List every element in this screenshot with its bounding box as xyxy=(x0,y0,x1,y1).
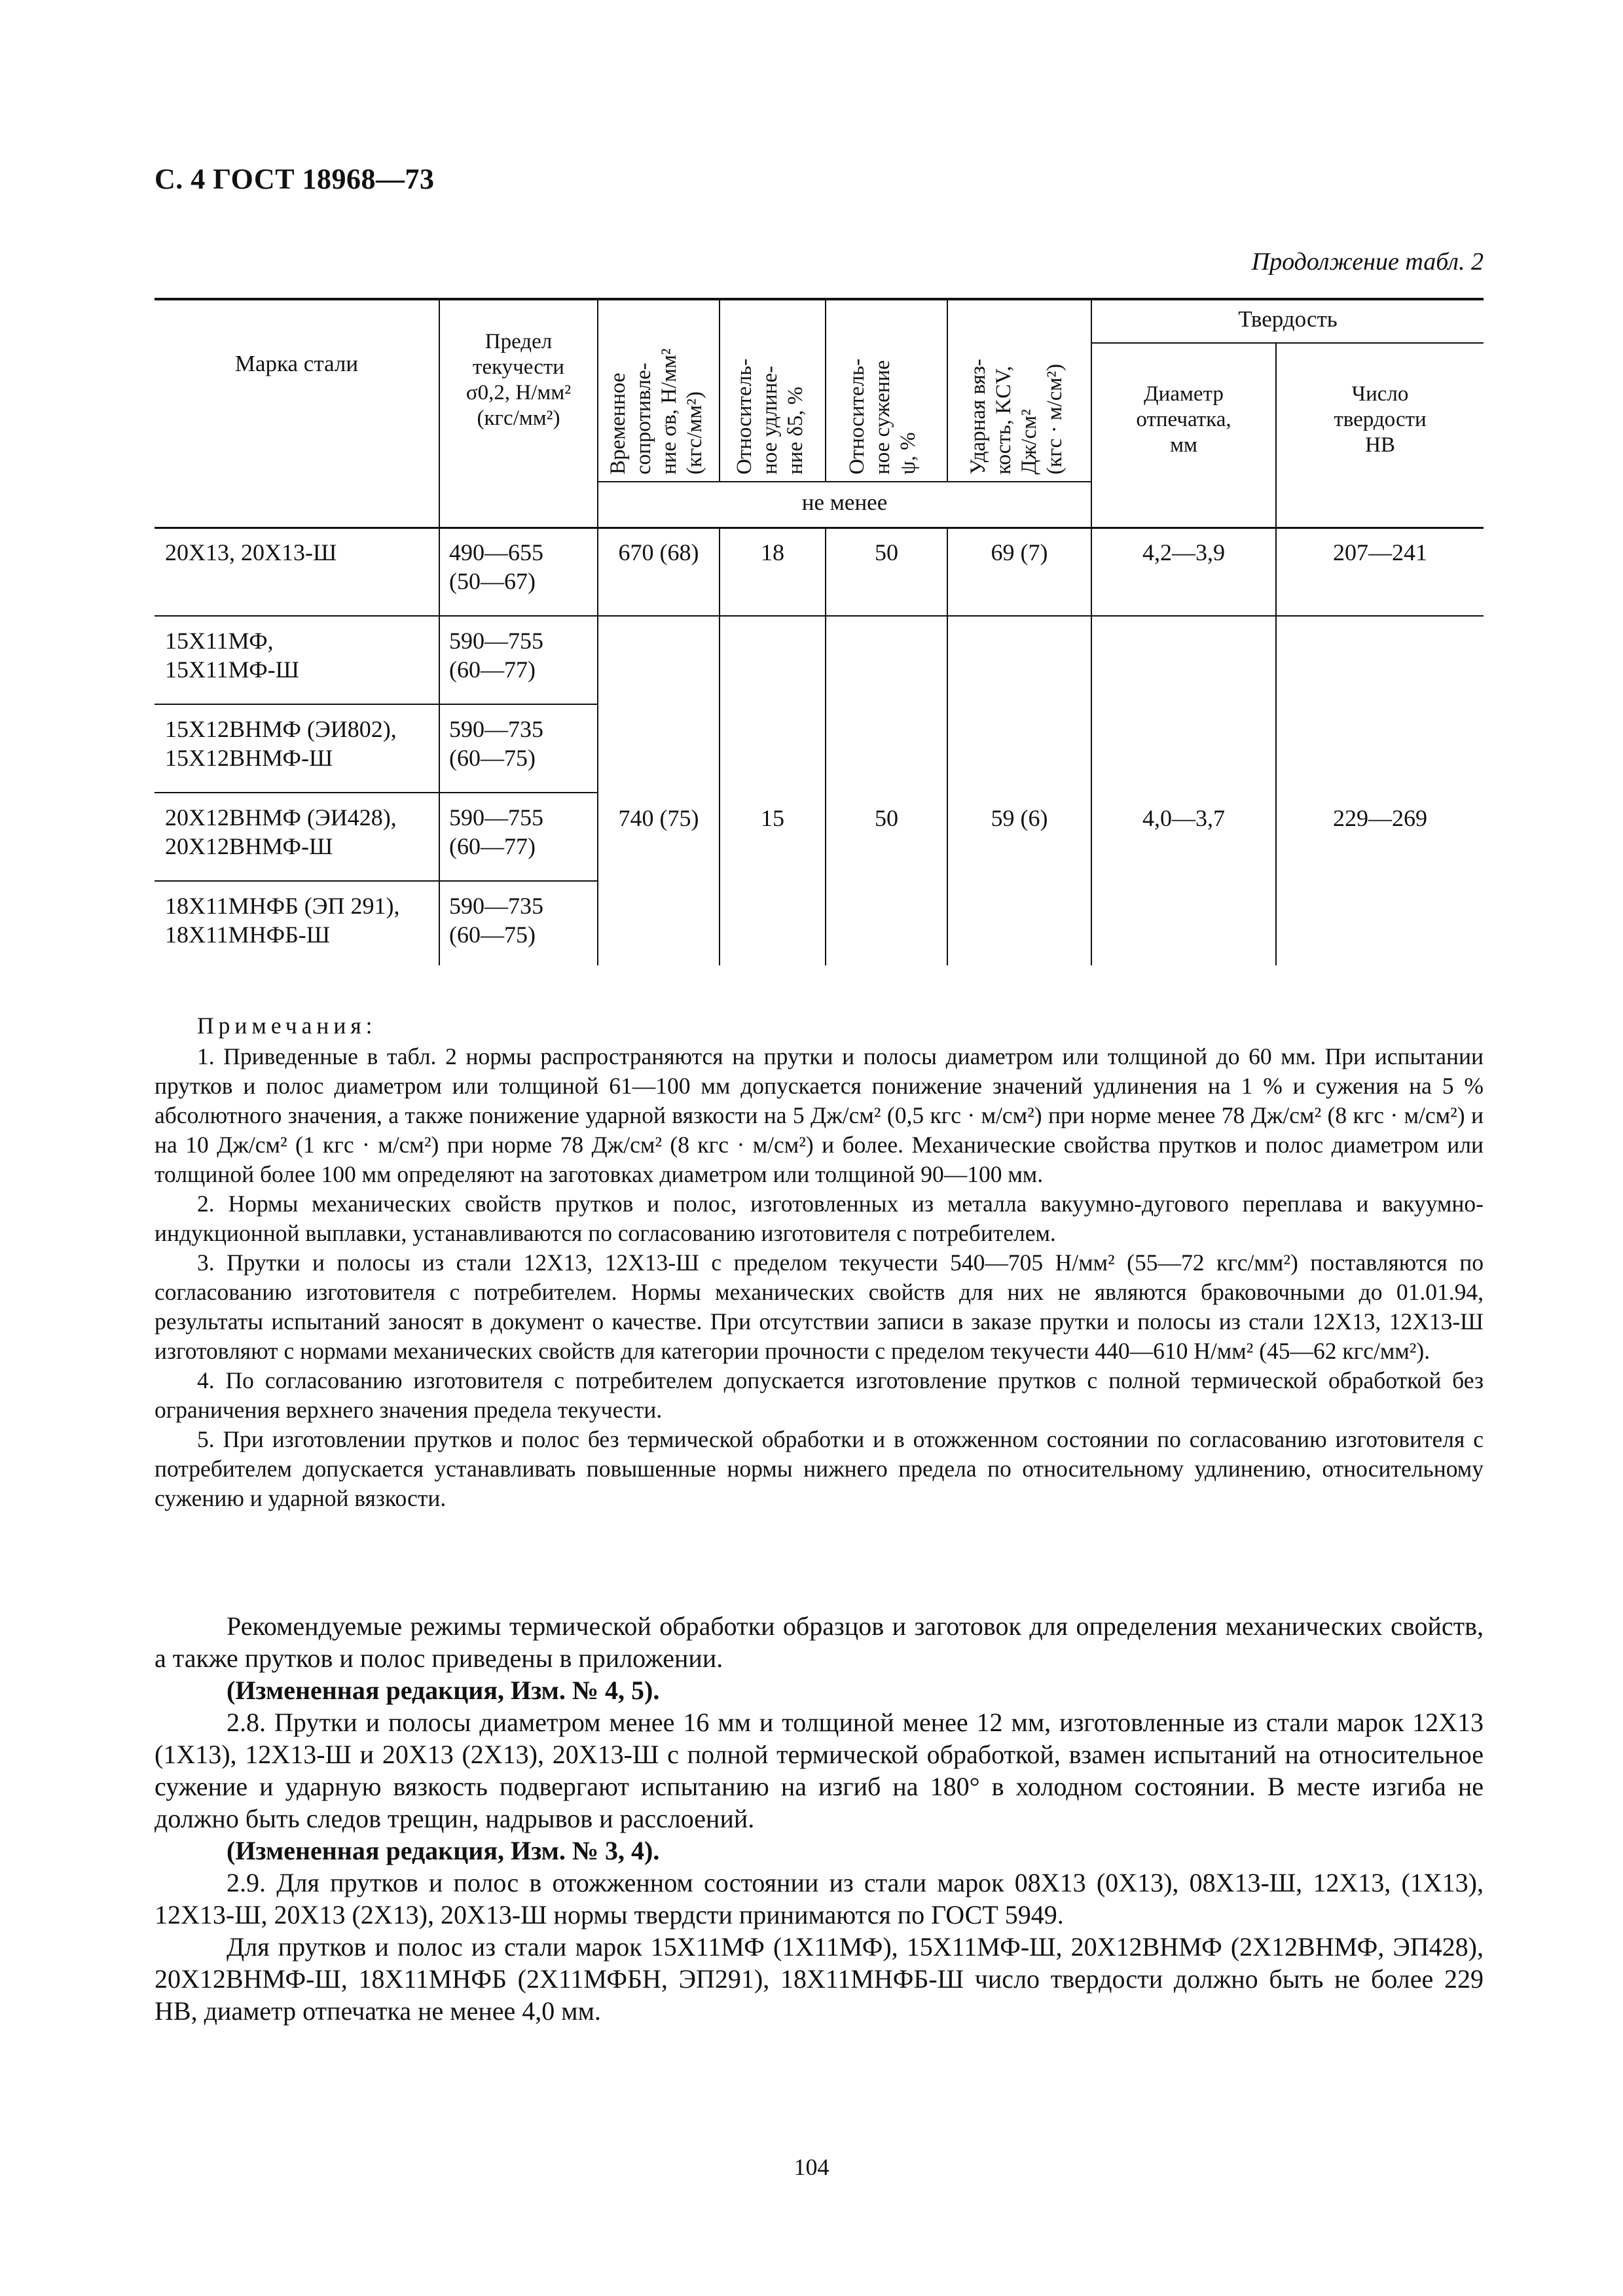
paragraph: 2.9. Для прутков и полос в отожженном состоянии из стали марок 08Х13 (0Х13), 08Х13-Ш, 12Х13, (1Х13), 12Х13-Ш, 20Х13 (2Х13), 20Х13-Ш нормы твердсти принимаются по ГОСТ 5949. xyxy=(155,1868,1484,1929)
row1-reduction: 50 xyxy=(875,539,898,565)
header-bottom-rule xyxy=(155,527,1484,529)
header-impact-line: Ударная вяз- xyxy=(966,359,990,475)
header-yield-line: Предел xyxy=(484,330,553,353)
group-row-rule-2 xyxy=(155,792,597,793)
header-reduction-line: Относитель- xyxy=(845,358,869,475)
grade-line: 15Х11МФ-Ш xyxy=(165,656,299,683)
row1-yield-line: 490—655 xyxy=(449,539,543,565)
group-elongation: 15 xyxy=(761,805,784,831)
yield-line: 590—735 xyxy=(449,716,543,742)
header-hb-line: твердости xyxy=(1334,408,1427,431)
col-rule-elong-body xyxy=(825,528,826,965)
header-elongation xyxy=(732,359,809,475)
group-diameter: 4,0—3,7 xyxy=(1142,805,1225,831)
page-header: С. 4 ГОСТ 18968—73 xyxy=(155,163,435,195)
edition-note: (Измененная редакция, Изм. № 3, 4). xyxy=(227,1836,660,1865)
notes-block xyxy=(155,1011,1484,1513)
grade-line: 15Х12ВНМФ-Ш xyxy=(165,745,333,771)
grade-line: 15Х11МФ, xyxy=(165,628,274,654)
row1-grade: 20Х13, 20Х13-Ш xyxy=(165,539,337,565)
header-elongation-line: ние δ5, % xyxy=(784,386,807,475)
row1-impact: 69 (7) xyxy=(991,539,1048,565)
header-hardness: Твердость xyxy=(1238,306,1338,332)
hardness-header-rule xyxy=(1091,342,1484,344)
header-impact-line: (кгс · м/см²) xyxy=(1043,363,1067,475)
paragraph: Для прутков и полос из стали марок 15Х11МФ (1Х11МФ), 15Х11МФ-Ш, 20Х12ВНМФ (2Х12ВНМФ, ЭП428), 20Х12ВНМФ-Ш, 18Х11МНФБ (2Х11МФБН, ЭП291), 18Х11МНФБ-Ш число твердости должно быть не более 229 НВ, диаметр отпечатка не менее 4,0 мм. xyxy=(155,1932,1484,2026)
header-tensile xyxy=(606,348,708,475)
header-diameter-line: мм xyxy=(1170,433,1197,457)
col-rule-yield xyxy=(597,298,598,965)
header-yield-line: (кгс/мм²) xyxy=(477,406,560,430)
edition-note: (Измененная редакция, Изм. № 4, 5). xyxy=(227,1676,660,1705)
yield-line: 590—755 xyxy=(449,804,543,831)
header-elongation-line: ное удлине- xyxy=(758,365,782,475)
col-rule-reduction-body xyxy=(947,528,948,965)
group-row-grade xyxy=(165,626,299,684)
header-tensile-line: (кгс/мм²) xyxy=(683,391,706,475)
note-item: 5. При изготовлении прутков и полос без термической обработки и в отожженном состоянии по согласованию изготовителя с потребителем допускается устанавливать повышенные нормы нижнего предела по относительному удлинению, относительному сужению и ударной вязкости. xyxy=(155,1426,1484,1511)
body-text xyxy=(155,1610,1484,2027)
note-item: 4. По согласованию изготовителя с потребителем допускается изготовление прутков с полной термической обработкой без ограничения верхнего значения предела текучести. xyxy=(155,1367,1484,1423)
group-impact: 59 (6) xyxy=(991,805,1048,831)
row1-yield xyxy=(449,538,543,596)
header-yield-line: σ0,2, Н/мм² xyxy=(465,381,572,404)
header-impact-line: кость, KCV, xyxy=(992,366,1015,475)
row1-hb: 207—241 xyxy=(1333,539,1427,565)
yield-line: (60—75) xyxy=(449,922,536,948)
paragraph: Рекомендуемые режимы термической обработки образцов и заготовок для определения механических свойств, а также прутков и полос приведены в приложении. xyxy=(155,1611,1484,1673)
group-row-yield xyxy=(449,715,543,772)
header-hb-line: НВ xyxy=(1365,433,1395,457)
header-reduction-line: ное сужение xyxy=(871,360,894,475)
mechanical-properties-table xyxy=(0,0,1623,982)
group-row-yield xyxy=(449,803,543,861)
header-elongation-line: Относитель- xyxy=(733,358,756,475)
header-tensile-line: Временное xyxy=(606,372,630,475)
grade-line: 20Х12ВНМФ (ЭИ428), xyxy=(165,804,397,831)
header-impact-line: Дж/см² xyxy=(1017,409,1041,475)
header-hb xyxy=(1277,382,1484,458)
row1-yield-line: (50—67) xyxy=(449,568,536,594)
header-reduction-line: ψ, % xyxy=(896,432,920,475)
col-rule-tensile xyxy=(719,298,720,482)
table-continuation-label: Продолжение табл. 2 xyxy=(1251,248,1484,276)
yield-line: (60—75) xyxy=(449,745,536,771)
header-tensile-line: сопротивле- xyxy=(632,363,655,475)
header-impact xyxy=(966,359,1068,475)
yield-line: 590—735 xyxy=(449,893,543,919)
header-diameter xyxy=(1092,382,1275,458)
note-item: 1. Приведенные в табл. 2 нормы распространяются на прутки и полосы диаметром или толщиной до 60 мм. При испытании прутков и полос диаметром или толщиной 61—100 мм допускается понижение значений удлинения на 1 % и сужения на 5 % абсолютного значения, а также понижение ударной вязкости на 5 Дж/см² (0,5 кгс · м/см²) при норме менее 78 Дж/см² (8 кгс · м/см²) и на 10 Дж/см² (1 кгс · м/см²) при норме 78 Дж/см² (8 кгс · м/см²) и более. Механические свойства прутков и полос диаметром или толщиной более 100 мм определяют на заготовках диаметром или толщиной 90—100 мм. xyxy=(155,1043,1484,1187)
header-tensile-line: ние σв, Н/мм² xyxy=(657,348,681,475)
grade-line: 18Х11МНФБ-Ш xyxy=(165,922,331,948)
header-yield xyxy=(440,329,597,431)
row1-elongation: 18 xyxy=(761,539,784,565)
header-grade: Марка стали xyxy=(234,351,359,376)
not-less-top-rule xyxy=(597,481,1091,482)
group-row-yield xyxy=(449,626,543,684)
col-rule-elong xyxy=(825,298,826,482)
group-row-yield xyxy=(449,891,543,949)
notes-title: Примечания: xyxy=(197,1013,377,1039)
header-diameter-line: Диаметр xyxy=(1144,382,1224,406)
header-yield-line: текучести xyxy=(473,355,564,379)
group-row-grade xyxy=(165,891,400,949)
row1-tensile: 670 (68) xyxy=(618,539,699,565)
header-hb-line: Число xyxy=(1351,382,1409,406)
group-reduction: 50 xyxy=(875,805,898,831)
group-row-grade xyxy=(165,715,397,772)
yield-line: (60—77) xyxy=(449,656,536,683)
yield-line: 590—755 xyxy=(449,628,543,654)
row1-bottom-rule xyxy=(155,615,1484,617)
group-tensile: 740 (75) xyxy=(618,805,699,831)
note-item: 3. Прутки и полосы из стали 12Х13, 12Х13-Ш с пределом текучести 540—705 Н/мм² (55—72 кгс/мм²) поставляются по согласованию изготовителя с потребителем. Нормы механических свойств для них не являются браковочными до 01.01.94, результаты испытаний заносят в документ о качестве. При отсутствии записи в заказе прутки и полосы из стали 12Х13, 12Х13-Ш изготовляют с нормами механических свойств для категории прочности с пределом текучести 440—610 Н/мм² (45—62 кгс/мм²). xyxy=(155,1249,1484,1364)
note-item: 2. Нормы механических свойств прутков и полос, изготовленных из металла вакуумно-дугового переплава и вакуумно-индукционной выплавки, устанавливаются по согласованию изготовителя с потребителем. xyxy=(155,1191,1484,1246)
header-reduction xyxy=(845,359,921,475)
group-row-rule-3 xyxy=(155,880,597,882)
header-not-less: не менее xyxy=(801,490,888,515)
group-row-rule-1 xyxy=(155,704,597,705)
header-diameter-line: отпечатка, xyxy=(1136,408,1231,431)
paragraph: 2.8. Прутки и полосы диаметром менее 16 мм и толщиной менее 12 мм, изготовленные из стали марок 12Х13 (1Х13), 12Х13-Ш и 20Х13 (2Х13), 20Х13-Ш с полной термической обработкой, взамен испытаний на относительное сужение и ударную вязкость подвергают испытанию на изгиб на 180° в холодном состоянии. В месте изгиба не должно быть следов трещин, надрывов и расслоений. xyxy=(155,1708,1484,1833)
group-hb: 229—269 xyxy=(1333,805,1427,831)
grade-line: 15Х12ВНМФ (ЭИ802), xyxy=(165,716,397,742)
col-rule-reduction xyxy=(947,298,948,482)
page-number: 104 xyxy=(793,2154,830,2180)
grade-line: 20Х12ВНМФ-Ш xyxy=(165,833,333,859)
row1-diameter: 4,2—3,9 xyxy=(1142,539,1225,565)
table-top-rule xyxy=(155,298,1484,300)
group-row-grade xyxy=(165,803,397,861)
col-rule-tensile-body xyxy=(719,528,720,965)
yield-line: (60—77) xyxy=(449,833,536,859)
grade-line: 18Х11МНФБ (ЭП 291), xyxy=(165,893,400,919)
